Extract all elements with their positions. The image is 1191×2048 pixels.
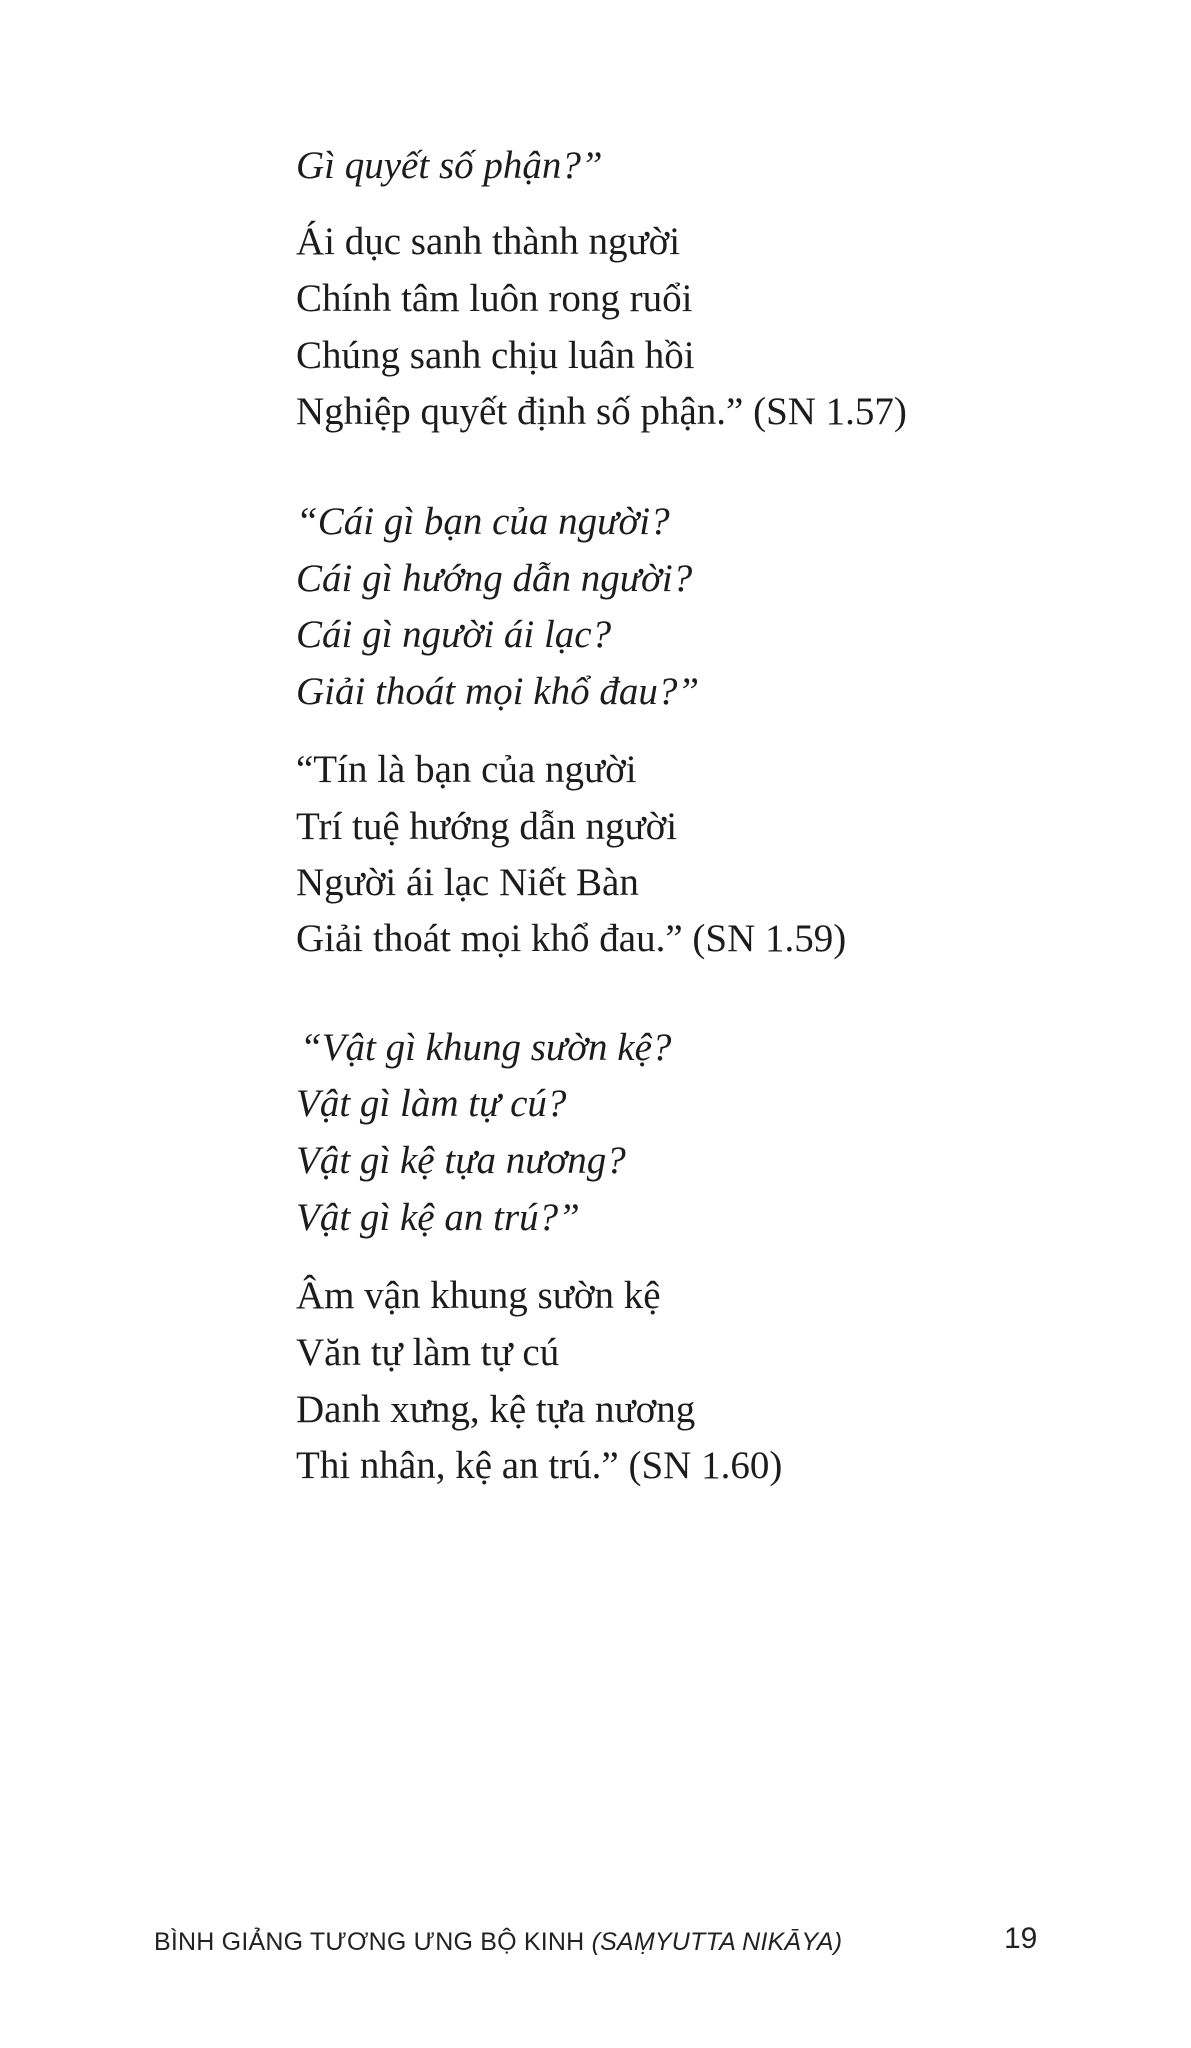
verse-line: Vật gì làm tự cú? xyxy=(296,1082,567,1125)
verse-line: Cái gì người ái lạc? xyxy=(296,613,612,656)
verse-line: Nghiệp quyết định số phận.” (SN 1.57) xyxy=(296,390,907,433)
verse-line: Giải thoát mọi khổ đau.” (SN 1.59) xyxy=(296,917,847,960)
verse-line: Thi nhân, kệ an trú.” (SN 1.60) xyxy=(296,1444,783,1487)
running-footer-title xyxy=(154,1928,842,1957)
verse-line: Người ái lạc Niết Bàn xyxy=(296,861,639,904)
book-title: BÌNH GIẢNG TƯƠNG ƯNG BỘ KINH xyxy=(154,1928,592,1956)
book-subtitle: (SAṂYUTTA NIKĀYA) xyxy=(591,1928,843,1956)
verse-line: “Tín là bạn của người xyxy=(296,748,637,791)
verse-line: Chúng sanh chịu luân hồi xyxy=(296,334,695,377)
page-number: 19 xyxy=(1004,1922,1038,1955)
verse-line: Vật gì kệ an trú?” xyxy=(296,1196,580,1239)
verse-line: Cái gì hướng dẫn người? xyxy=(296,557,693,600)
verse-line: Văn tự làm tự cú xyxy=(296,1331,560,1374)
verse-line: “Vật gì khung sườn kệ? xyxy=(300,1026,672,1069)
verse-line: Chính tâm luôn rong ruổi xyxy=(296,277,693,320)
verse-line: Trí tuệ hướng dẫn người xyxy=(296,805,678,848)
verse-line: “Cái gì bạn của người? xyxy=(296,500,670,543)
verse-line: Vật gì kệ tựa nương? xyxy=(296,1139,626,1182)
verse-line: Giải thoát mọi khổ đau?” xyxy=(296,670,700,713)
verse-line: Danh xưng, kệ tựa nương xyxy=(296,1388,696,1431)
verse-line: Âm vận khung sườn kệ xyxy=(296,1274,661,1317)
verse-line: Ái dục sanh thành người xyxy=(296,220,681,263)
verse-line: Gì quyết số phận?” xyxy=(296,144,603,187)
